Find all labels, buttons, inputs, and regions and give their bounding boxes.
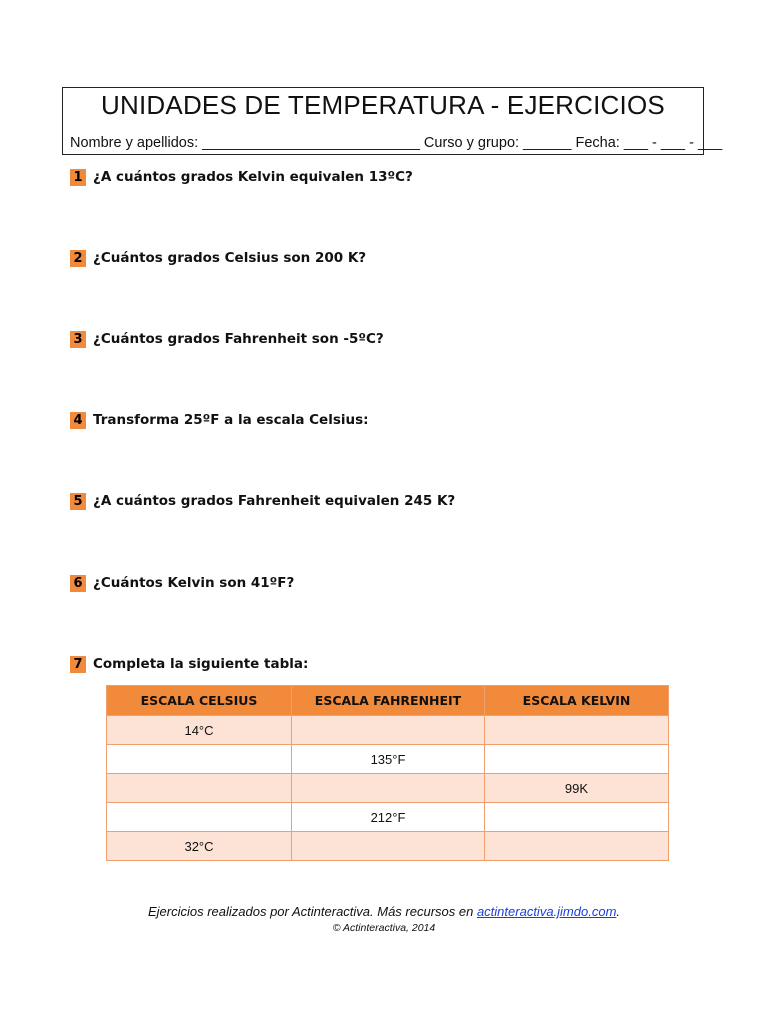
- cell-fahrenheit[interactable]: [292, 774, 485, 803]
- question-number: 4: [70, 412, 86, 429]
- cell-celsius[interactable]: 32°C: [107, 832, 292, 861]
- table-row: [107, 803, 669, 832]
- question-text: ¿A cuántos grados Fahrenheit equivalen 245 K?: [93, 493, 456, 509]
- resources-link[interactable]: actinteractiva.jimdo.com: [476, 904, 617, 919]
- question-3: [70, 330, 384, 348]
- table-row: [107, 832, 669, 861]
- cell-celsius[interactable]: [107, 774, 292, 803]
- question-1: [70, 168, 413, 186]
- question-number: 7: [70, 656, 86, 673]
- question-text: ¿Cuántos grados Celsius son 200 K?: [93, 250, 367, 266]
- question-4: [70, 411, 369, 429]
- cell-kelvin[interactable]: 99K: [485, 774, 669, 803]
- question-text: Transforma 25ºF a la escala Celsius:: [93, 412, 369, 428]
- cell-celsius[interactable]: 14°C: [107, 716, 292, 745]
- question-text: ¿Cuántos grados Fahrenheit son -5ºC?: [93, 331, 384, 347]
- table-row: [107, 774, 669, 803]
- header-box: [62, 87, 723, 155]
- temperature-table: [106, 685, 669, 861]
- cell-fahrenheit[interactable]: 135°F: [292, 745, 485, 774]
- table-row: [107, 745, 669, 774]
- question-text: Completa la siguiente tabla:: [93, 656, 309, 672]
- question-number: 3: [70, 331, 86, 348]
- question-text: ¿A cuántos grados Kelvin equivalen 13ºC?: [93, 169, 413, 185]
- question-2: [70, 249, 366, 267]
- column-header-kelvin: ESCALA KELVIN: [485, 686, 669, 716]
- question-number: 6: [70, 575, 86, 592]
- cell-fahrenheit[interactable]: [292, 832, 485, 861]
- cell-fahrenheit[interactable]: 212°F: [292, 803, 485, 832]
- column-header-celsius: ESCALA CELSIUS: [107, 686, 292, 716]
- cell-kelvin[interactable]: [485, 745, 669, 774]
- student-info-fields: Nombre y apellidos: ___________________________ Curso y grupo: ______ Fecha: ___ - ___ - ___: [70, 135, 723, 151]
- table-header-row: [107, 686, 669, 716]
- question-5: [70, 492, 455, 510]
- column-header-fahrenheit: ESCALA FAHRENHEIT: [292, 686, 485, 716]
- footer-end: .: [616, 904, 621, 919]
- question-text: ¿Cuántos Kelvin son 41ºF?: [93, 575, 295, 591]
- page-title: UNIDADES DE TEMPERATURA - EJERCICIOS: [101, 90, 665, 120]
- question-6: [70, 574, 294, 592]
- cell-kelvin[interactable]: [485, 716, 669, 745]
- cell-celsius[interactable]: [107, 745, 292, 774]
- cell-kelvin[interactable]: [485, 832, 669, 861]
- cell-kelvin[interactable]: [485, 803, 669, 832]
- copyright: © Actinteractiva, 2014: [332, 922, 436, 934]
- question-number: 5: [70, 493, 86, 510]
- cell-celsius[interactable]: [107, 803, 292, 832]
- cell-fahrenheit[interactable]: [292, 716, 485, 745]
- table-row: [107, 716, 669, 745]
- question-number: 1: [70, 169, 86, 186]
- question-number: 2: [70, 250, 86, 267]
- footer-text: Ejercicios realizados por Actinteractiva. Más recursos en: [147, 904, 477, 919]
- footer-credit: [0, 904, 768, 919]
- question-7: [70, 655, 308, 673]
